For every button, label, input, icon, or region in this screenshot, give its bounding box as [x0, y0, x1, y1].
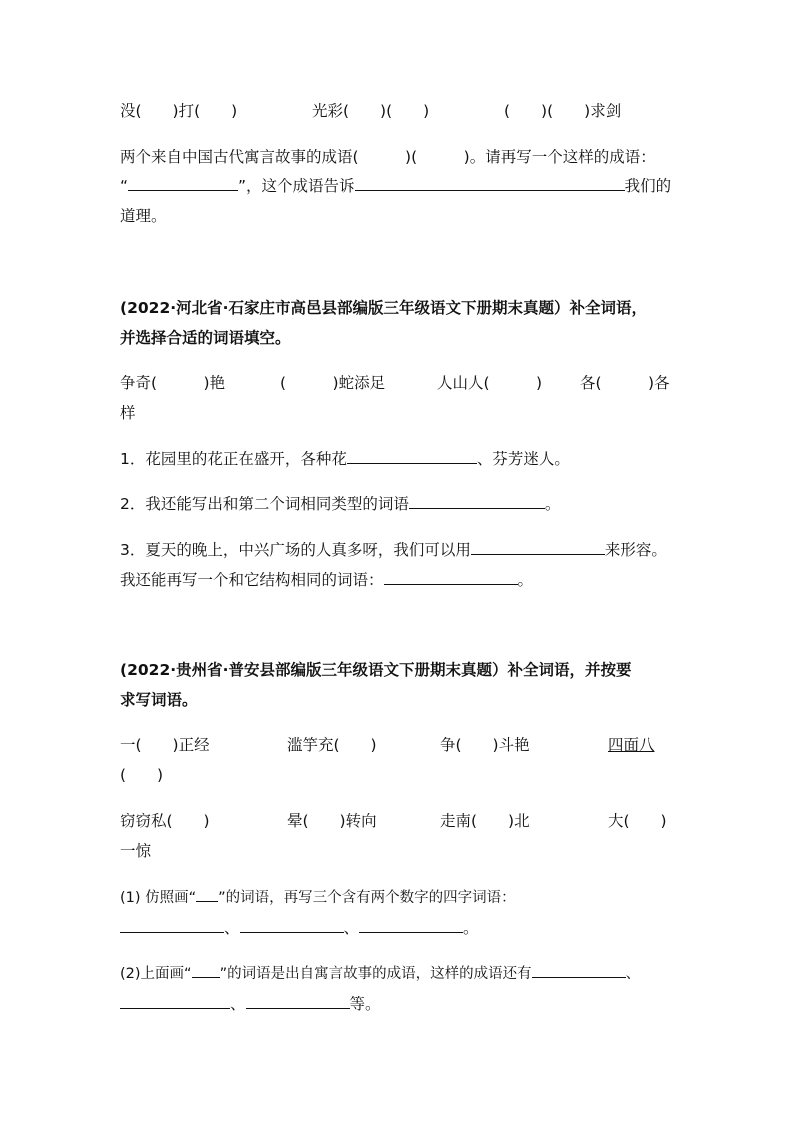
idiom-item: ( )( )求剑: [504, 102, 622, 120]
answer-blank[interactable]: [359, 918, 463, 933]
sample-blank: [196, 887, 218, 902]
question-text: 3．夏天的晚上，中兴广场的人真多呀，我们可以用: [120, 541, 471, 559]
separator: 、: [343, 919, 360, 937]
sub-question-3: [120, 540, 667, 560]
idiom-item: 晕( )转向: [287, 812, 377, 830]
answer-blank[interactable]: [355, 176, 625, 191]
question-text: 我们的: [624, 177, 672, 195]
sample-blank: [192, 963, 220, 978]
idiom-wrap: ( ): [120, 766, 164, 784]
question-heading: (2022·河北省·石家庄市高邑县部编版三年级语文下册期末真题）补全词语，: [120, 299, 648, 317]
idiom-item: 光彩( )( ): [312, 102, 430, 120]
answer-blank[interactable]: [384, 570, 518, 585]
idiom-item: 窃窃私( ): [120, 812, 210, 830]
part-1-question: [120, 887, 516, 908]
open-quote: “: [120, 177, 129, 195]
question-text: (2)上面画“: [120, 966, 192, 982]
separator: 、: [230, 995, 246, 1013]
idiom-item-underlined: 四面八: [608, 736, 655, 754]
answer-blank[interactable]: [128, 176, 238, 191]
part-1-answers: [120, 918, 479, 938]
idiom-item: 没( )打( ): [120, 102, 238, 120]
question-text: 。: [517, 571, 534, 589]
question-text: 两个来自中国古代寓言故事的成语( )( )。请再写一个这样的成语：: [120, 148, 656, 166]
question-text: (1) 仿照画“: [120, 890, 197, 906]
question-text: 1．花园里的花正在盛开，各种花: [120, 450, 347, 468]
answer-blank[interactable]: [120, 918, 224, 933]
answer-blank[interactable]: [120, 994, 230, 1009]
question-heading: (2022·贵州省·普安县部编版三年级语文下册期末真题）补全词语，并按要: [120, 661, 632, 679]
question-text: 、芬芳迷人。: [476, 450, 570, 468]
question-text: ”，这个成语告诉: [238, 177, 355, 195]
idiom-item: 大( ): [608, 812, 667, 830]
answer-blank[interactable]: [347, 449, 477, 464]
idiom-item: 争( )斗艳: [440, 736, 530, 754]
question-text: ”的词语是出自寓言故事的成语，这样的成语还有: [219, 966, 532, 982]
separator: 、: [224, 919, 240, 937]
question-text: 我还能再写一个和它结构相同的词语：: [120, 571, 384, 589]
answer-blank[interactable]: [240, 918, 344, 933]
word-item: 争奇( )艳: [120, 374, 226, 392]
question-text: 。: [544, 495, 561, 513]
question-text: 来形容。: [604, 541, 667, 559]
part-2-question: [120, 963, 640, 984]
end-mark: 。: [463, 919, 479, 937]
question-heading: 并选择合适的词语填空。: [120, 329, 291, 347]
question-text: ”的词语，再写三个含有两个数字的四字词语：: [218, 890, 516, 906]
question-heading: 求写词语。: [120, 691, 198, 709]
word-item: 各( )各: [580, 374, 670, 392]
idiom-item: 一( )正经: [120, 736, 210, 754]
part-2-answers: [120, 994, 381, 1014]
answer-blank[interactable]: [532, 963, 626, 978]
idiom-wrap: 一惊: [120, 842, 152, 860]
word-item: 人山人( ): [437, 374, 543, 392]
idiom-item: 滥竽充( ): [287, 736, 377, 754]
sub-question-3b: [120, 570, 533, 590]
sub-question-1: [120, 449, 570, 469]
answer-blank[interactable]: [246, 994, 350, 1009]
separator: 、: [625, 966, 641, 982]
word-item: ( )蛇添足: [280, 374, 386, 392]
idiom-item: 走南( )北: [440, 812, 530, 830]
end-mark: 等。: [349, 995, 381, 1013]
question-text: 道理。: [120, 207, 167, 225]
sub-question-2: [120, 494, 560, 514]
answer-blank[interactable]: [471, 540, 605, 555]
word-wrap: 样: [120, 404, 136, 422]
question-text-blanks: [120, 176, 671, 196]
question-text: 2．我还能写出和第二个词相同类型的词语: [120, 495, 409, 513]
answer-blank[interactable]: [409, 494, 545, 509]
